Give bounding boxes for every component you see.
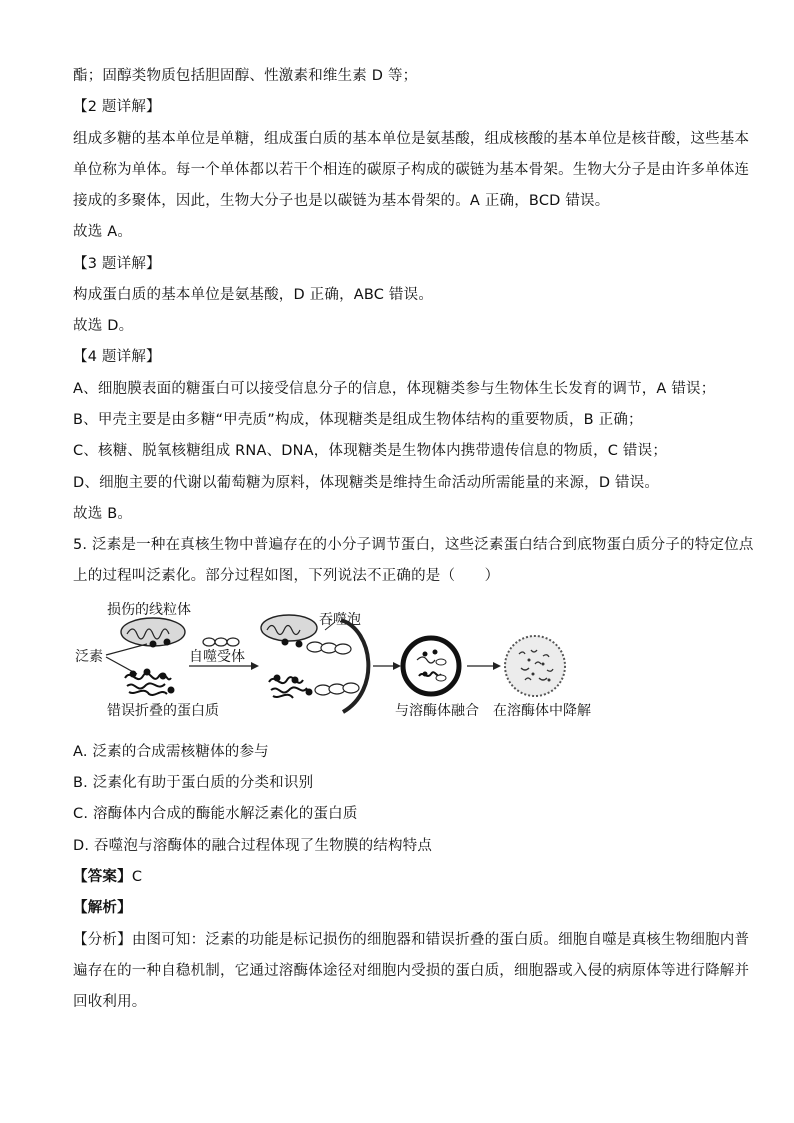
misfolded-protein-graphic — [269, 675, 359, 699]
answer-label: 【答案】 — [73, 869, 132, 885]
label-phagophore: 吞噬泡 — [319, 612, 361, 628]
option-c: C. 溶酶体内合成的酶能水解泛素化的蛋白质 — [73, 806, 358, 822]
option-a: A. 泛素的合成需核糖体的参与 — [73, 744, 269, 760]
text-line: D、细胞主要的代谢以葡萄糖为原料，体现糖类是维持生命活动所需能量的来源，D 错误。 — [73, 475, 660, 491]
text-line: C、核糖、脱氧核糖组成 RNA、DNA，体现糖类是生物体内携带遗传信息的物质，C 错误； — [73, 443, 668, 459]
text-line: 组成多糖的基本单位是单糖，组成蛋白质的基本单位是氨基酸，组成核酸的基本单位是核苷酸，这些基本 — [73, 131, 750, 147]
answer-choice-line: 故选 A。 — [73, 224, 133, 240]
text-line: 酯；固醇类物质包括胆固醇、性激素和维生素 D 等； — [73, 68, 418, 84]
analysis-heading: 【解析】 — [73, 900, 132, 916]
question-stem: 5. 泛素是一种在真核生物中普遍存在的小分子调节蛋白，这些泛素蛋白结合到底物蛋白质分子的特定位点 — [73, 537, 754, 553]
phagophore-membrane — [341, 620, 368, 712]
label-lysosome-degradation: 在溶酶体中降解 — [493, 703, 591, 719]
lysosome-degradation-graphic — [505, 636, 565, 696]
receptor-graphic — [203, 638, 239, 646]
option-d: D. 吞噬泡与溶酶体的融合过程体现了生物膜的结构特点 — [73, 838, 433, 854]
analysis-line — [73, 930, 749, 950]
autolysosome-graphic — [403, 638, 459, 694]
label-autophagy-receptor: 自噬受体 — [189, 649, 245, 665]
answer-choice-line: 故选 D。 — [73, 318, 134, 334]
label-ubiquitin: 泛素 — [75, 649, 103, 665]
text-line: A、细胞膜表面的糖蛋白可以接受信息分子的信息，体现糖类参与生物体生长发育的调节，A 错误； — [73, 381, 716, 397]
analysis-label: 【分析】 — [73, 932, 132, 948]
option-b: B. 泛素化有助于蛋白质的分类和识别 — [73, 775, 314, 791]
answer-choice-line: 故选 B。 — [73, 506, 133, 522]
question-stem: 上的过程叫泛素化。部分过程如图，下列说法不正确的是（ ） — [73, 568, 500, 584]
label-misfolded-protein: 错误折叠的蛋白质 — [107, 703, 219, 719]
text-line: B、甲壳主要是由多糖“甲壳质”构成，体现糖类是组成生物体结构的重要物质，B 正确； — [73, 412, 643, 428]
answer-value: C — [131, 869, 143, 885]
analysis-text: 由图可知：泛素的功能是标记损伤的细胞器和错误折叠的蛋白质。细胞自噬是真核生物细胞内普 — [131, 932, 750, 948]
analysis-line: 回收利用。 — [73, 994, 147, 1010]
autophagy-figure — [73, 600, 633, 722]
answer-line — [73, 867, 142, 887]
misfolded-protein-graphic — [125, 669, 175, 695]
label-damaged-mitochondria: 损伤的线粒体 — [107, 602, 191, 618]
pointer-line — [106, 644, 147, 655]
text-line: 接成的多聚体，因此，生物大分子也是以碳链为基本骨架的。A 正确，BCD 错误。 — [73, 193, 610, 209]
text-line: 构成蛋白质的基本单位是氨基酸，D 正确，ABC 错误。 — [73, 287, 434, 303]
mitochondrion-graphic — [121, 618, 185, 648]
analysis-line: 遍存在的一种自稳机制，它通过溶酶体途径对细胞内受损的蛋白质，细胞器或入侵的病原体等进行降解并 — [73, 963, 750, 979]
text-line: 单位称为单体。每一个单体都以若干个相连的碳原子构成的碳链为基本骨架。生物大分子是由许多单体连 — [73, 162, 750, 178]
section-heading: 【4 题详解】 — [73, 349, 161, 365]
label-lysosome-fusion: 与溶酶体融合 — [395, 703, 479, 719]
section-heading: 【2 题详解】 — [73, 99, 161, 115]
section-heading: 【3 题详解】 — [73, 256, 161, 272]
